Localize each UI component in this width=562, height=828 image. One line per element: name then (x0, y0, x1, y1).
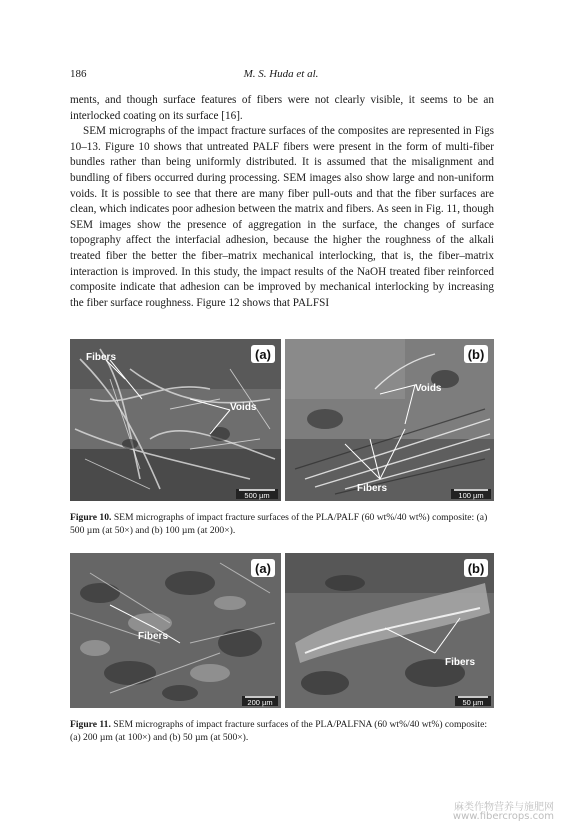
fibers-annotation: Fibers (138, 631, 169, 642)
sem-image (70, 553, 281, 708)
paragraph: SEM micrographs of the impact fracture surfaces of the composites are represented in Figs 10–13. Figure 10 shows that untreated PALF fibers were present in the form of multi-fiber bundles rather than being uniformly distributed. It is assumed that the misalignment and bundling of fibers occurred during processing. SEM images also show large and non-uniform voids. It is possible to see that there are many fiber pull-outs and that the fiber surfaces are clean, which indicates poor adhesion between the matrix and fibers. As seen in Fig. 11, though SEM images show the presence of aggregation in the surface, the changes of surface topography affect the interfacial adhesion, because the higher the roughness of the alkali treated fiber the better the fiber–matrix mechanical interlocking, that is, the fiber–matrix interaction is improved. In this study, the impact results of the NaOH treated fiber reinforced composite indicate that adhesion can be improved by mechanical interlocking by increasing the fiber surface roughness. Figure 12 shows that PALFSI (70, 125, 494, 309)
running-head: M. S. Huda et al. (243, 68, 319, 80)
fibers-annotation: Fibers (357, 483, 388, 494)
sem-image (70, 339, 281, 501)
caption-label: Figure 11. (70, 719, 111, 730)
caption-label: Figure 10. (70, 512, 112, 523)
sem-image (285, 553, 494, 708)
scale-bar-label: 500 µm (244, 491, 270, 500)
panel-label: (b) (467, 347, 485, 362)
caption-text: SEM micrographs of impact fracture surfaces of the PLA/PALF (60 wt%/40 wt%) composite: (a) 500 µm (at 50×) and (b) 100 µm (at 200×). (70, 512, 488, 536)
figure-10a-micrograph (70, 339, 281, 501)
fibers-annotation: Fibers (445, 657, 476, 668)
scale-bar-label: 200 µm (247, 698, 273, 707)
fibers-annotation: Fibers (86, 352, 117, 363)
figure-11b-micrograph (285, 553, 494, 708)
scale-bar-label: 50 µm (462, 698, 484, 707)
caption-text: SEM micrographs of impact fracture surfaces of the PLA/PALFNA (60 wt%/40 wt%) composite: (a) 200 µm (at 100×) and (b) 50 µm (at 500×). (70, 719, 488, 743)
paragraph: ments, and though surface features of fibers were not clearly visible, it seems to be an interlocked coating on its surface [16]. (70, 94, 494, 122)
scale-bar-label: 100 µm (458, 491, 484, 500)
page-number: 186 (70, 68, 87, 80)
panel-label: (a) (255, 561, 271, 576)
watermark-line-2: www.fibercrops.com (452, 811, 554, 822)
body-text (70, 93, 494, 311)
figure-11a-micrograph (70, 553, 281, 708)
panel-label: (b) (467, 561, 485, 576)
page-header (70, 68, 492, 82)
sem-image (285, 339, 494, 501)
voids-annotation: Voids (230, 402, 257, 413)
figure-11-caption (70, 718, 494, 744)
figure-10b-micrograph (285, 339, 494, 501)
watermark-line-1: 麻类作物营养与施肥网 (454, 802, 554, 813)
panel-label: (a) (255, 347, 271, 362)
figure-10-caption (70, 511, 494, 537)
voids-annotation: Voids (415, 383, 442, 394)
